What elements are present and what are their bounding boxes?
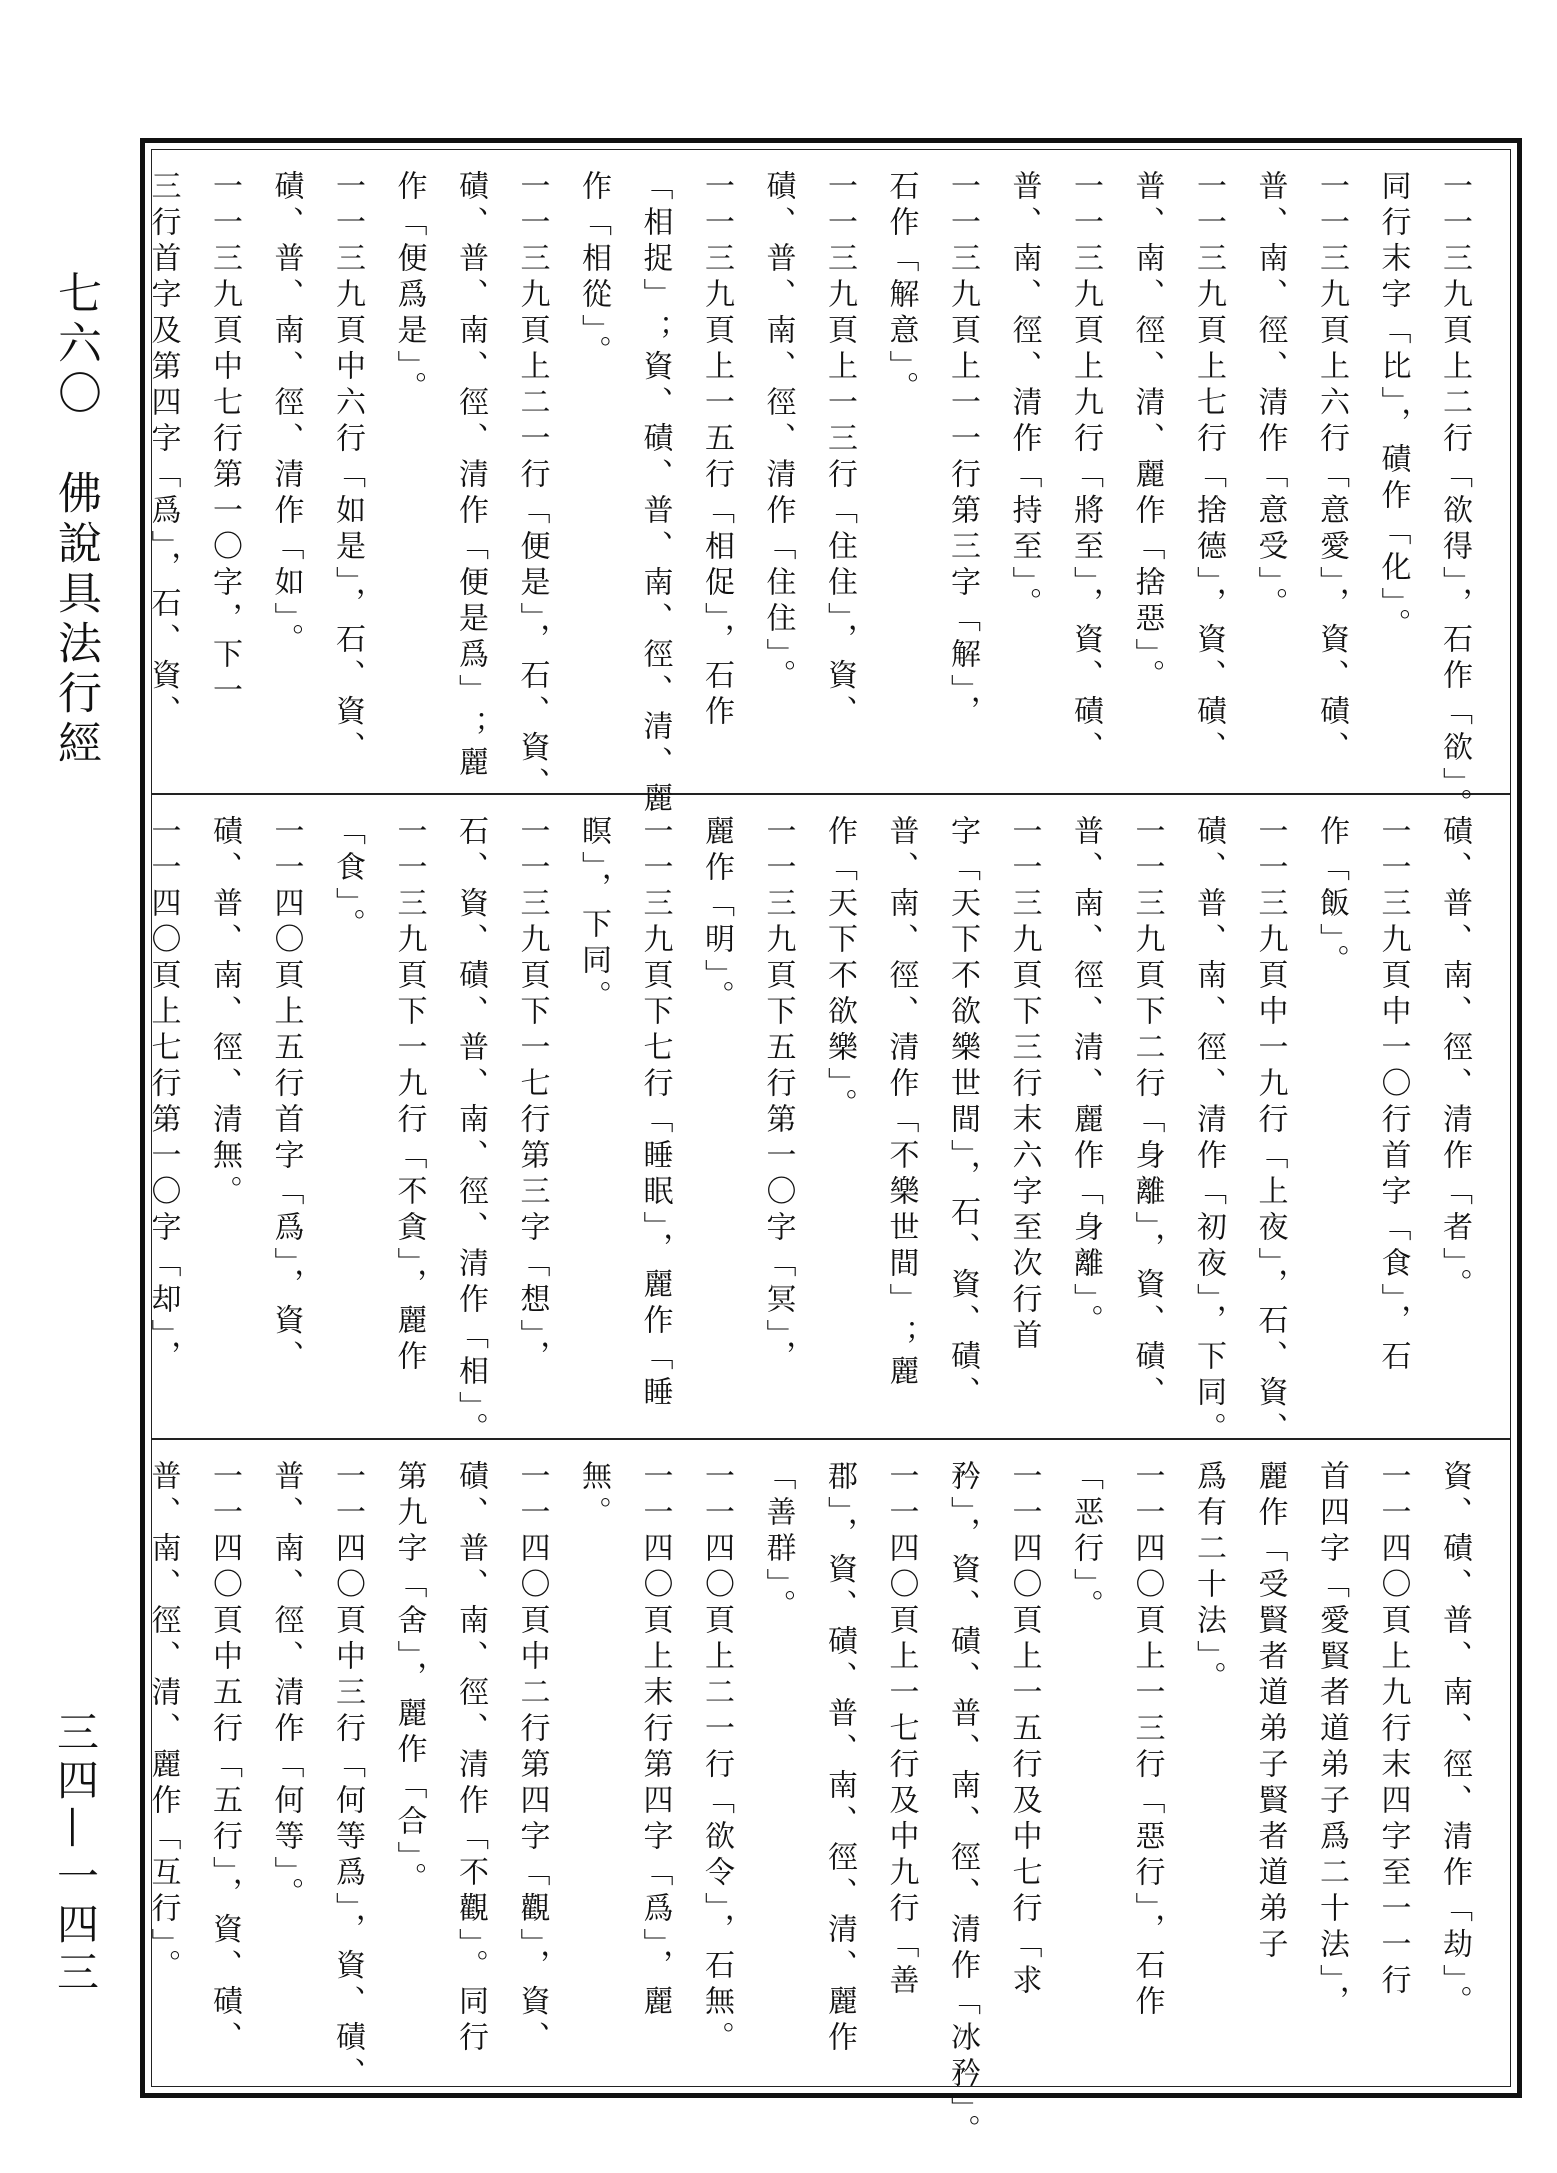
text-column: 磧、普、南、徑、清無。 (207, 815, 242, 1211)
text-column: 一一三九頁上一五行「相促」，石作 (699, 170, 734, 731)
text-column: 普、南、徑、清、麗作「捨惡」。 (1129, 170, 1165, 695)
text-column: 一一四〇頁上一三行「惡行」，石作 (1129, 1460, 1165, 2021)
text-column: 作「飯」。 (1314, 815, 1349, 980)
register-middle (145, 795, 1510, 1448)
text-column: 「相捉」；資、磧、普、南、徑、清、麗 (637, 170, 673, 818)
text-column: 磧、普、南、徑、清作「者」。 (1437, 815, 1472, 1304)
text-column: 一一三九頁上一三行「住住」，資、 (822, 170, 857, 731)
text-column: 一一四〇頁上九行末四字至一一行 (1375, 1460, 1411, 2000)
text-column: 一一四〇頁上末行第四字「爲」，麗 (637, 1460, 673, 2021)
register-top (145, 150, 1510, 824)
text-column: 一一四〇頁上一七行及中九行「善 (883, 1460, 919, 2000)
text-column: 普、南、徑、清、麗作「互行」。 (145, 1460, 181, 1985)
text-column: 普、南、徑、清作「意受」。 (1252, 170, 1288, 623)
text-column: 一一三九頁下三行末六字至次行首 (1006, 815, 1042, 1355)
text-column: 一一三九頁下七行「睡眠」，麗作「睡 (637, 815, 673, 1412)
text-column: 第九字「舍」，麗作「合」。 (391, 1460, 427, 1898)
text-column: 普、南、徑、清作「何等」。 (268, 1460, 304, 1913)
text-column: 首四字「愛賢者道弟子爲二十法」， (1314, 1460, 1349, 2021)
text-column: 作「便爲是」。 (391, 170, 427, 407)
text-column: 一一三九頁中一九行「上夜」，石、資、 (1252, 815, 1288, 1448)
text-column: 作「天下不欲樂」。 (822, 815, 857, 1124)
text-column: 一一三九頁上九行「將至」，資、磧、 (1068, 170, 1103, 767)
text-column: 一一四〇頁中二行第四字「觀」，資、 (514, 1460, 550, 2057)
text-column: 普、南、徑、清作「不樂世間」；麗 (883, 815, 919, 1391)
text-column: 普、南、徑、清作「持至」。 (1006, 170, 1042, 623)
page-number: 三四—一四三 (51, 1710, 100, 1998)
text-column: 一一三九頁中一〇行首字「食」，石 (1375, 815, 1411, 1376)
text-column: 磧、普、南、徑、清作「如」。 (268, 170, 304, 659)
text-column: 一一四〇頁中五行「五行」，資、磧、 (207, 1460, 242, 2057)
text-column: 同行末字「比」，磧作「化」。 (1375, 170, 1411, 644)
text-column: 一一三九頁上二一行「便是」，石、資、 (514, 170, 550, 803)
text-column: 一一三九頁下一七行第三字「想」， (514, 815, 550, 1376)
text-column: 石作「解意」。 (883, 170, 919, 407)
text-column: 一一三九頁上六行「意愛」，資、磧、 (1314, 170, 1349, 767)
text-column: 磧、普、南、徑、清作「初夜」，下同。 (1191, 815, 1226, 1448)
text-column: 「善群」。 (760, 1460, 796, 1625)
text-column: 一一四〇頁上一五行及中七行「求 (1006, 1460, 1042, 2000)
text-column: 資、磧、普、南、徑、清作「劫」。 (1437, 1460, 1472, 2021)
text-column: 一一三九頁中七行第一〇字，下一 (207, 170, 242, 710)
text-column: 「恶行」。 (1068, 1460, 1103, 1625)
text-column: 一一三九頁上二行「欲得」，石作「欲」。 (1437, 170, 1472, 824)
text-column: 「食」。 (330, 815, 365, 944)
text-column: 一一四〇頁上二一行「欲令」，石無。 (699, 1460, 734, 2057)
text-column: 普、南、徑、清、麗作「身離」。 (1068, 815, 1103, 1340)
text-column: 一一三九頁下一九行「不貪」，麗作 (391, 815, 427, 1376)
text-column: 一一四〇頁上七行第一〇字「却」， (145, 815, 181, 1376)
text-column: 爲有二十法」。 (1191, 1460, 1226, 1697)
text-column: 磧、普、南、徑、清作「住住」。 (760, 170, 796, 695)
text-column: 一一三九頁下五行第一〇字「冥」， (760, 815, 796, 1376)
register-bottom (145, 1440, 1510, 2150)
page-frame (140, 138, 1522, 2150)
text-column: 郡」，資、磧、普、南、徑、清、麗作 (822, 1460, 857, 2057)
text-column: 一一三九頁上一一行第三字「解」， (945, 170, 980, 731)
text-column: 石、資、磧、普、南、徑、清作「相」。 (453, 815, 488, 1448)
text-column: 三行首字及第四字「爲」，石、資、 (145, 170, 181, 731)
text-column: 字「天下不欲樂世間」，石、資、磧、 (945, 815, 980, 1412)
text-column: 一一四〇頁上五行首字「爲」，資、 (268, 815, 304, 1376)
text-column: 作「相從」。 (576, 170, 611, 371)
text-column: 麗作「明」。 (699, 815, 734, 1016)
text-column: 一一三九頁上七行「捨德」，資、磧、 (1191, 170, 1226, 767)
text-column: 磧、普、南、徑、清作「便是爲」；麗 (453, 170, 488, 782)
text-column: 一一三九頁下二行「身離」，資、磧、 (1129, 815, 1165, 1412)
text-column: 一一三九頁中六行「如是」，石、資、 (330, 170, 365, 767)
text-column: 麗作「受賢者道弟子賢者道弟子 (1252, 1460, 1288, 1964)
text-column: 磧、普、南、徑、清作「不觀」。同行 (453, 1460, 488, 2057)
running-header: 七六〇 佛說具法行經 (50, 270, 101, 770)
text-column: 矜」，資、磧、普、南、徑、清作「冰矜」。 (945, 1460, 980, 2150)
text-column: 瞑」，下同。 (576, 815, 611, 1016)
text-column: 無。 (576, 1460, 611, 1532)
text-column: 一一四〇頁中三行「何等爲」，資、磧、 (330, 1460, 365, 2093)
page-frame-inner (145, 149, 1511, 2150)
